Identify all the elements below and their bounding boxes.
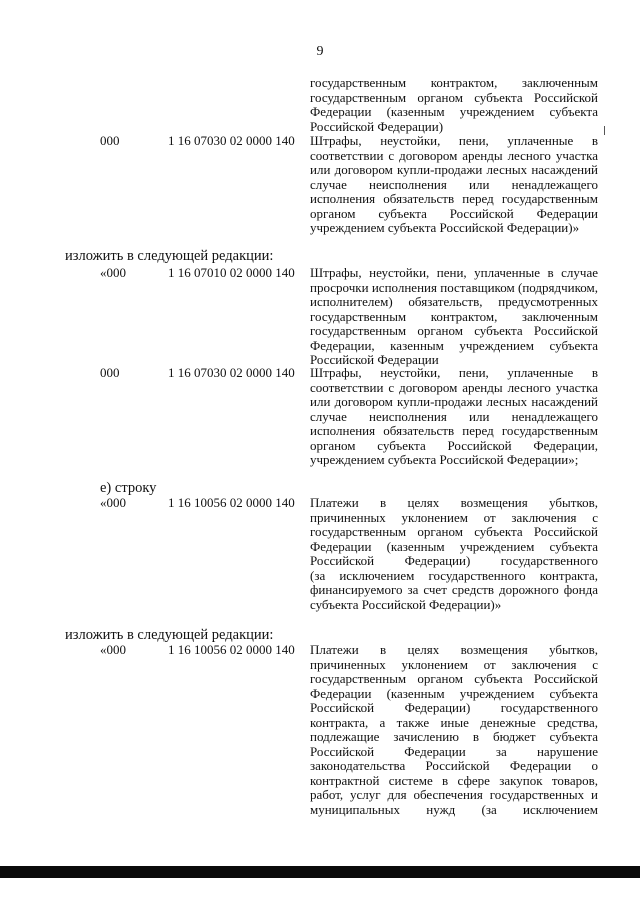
text-line: подлежащие зачислению в бюджет субъекта [310, 730, 598, 744]
text-line: просрочки исполнения поставщиком (подрядчиком, [310, 280, 598, 295]
text-line: Федерации (казенным учреждением субъекта [310, 539, 598, 554]
text-line: причиненных уклонением от заключения с [310, 657, 598, 672]
text-line: (за исключением государственного контракта, [310, 568, 598, 583]
kbk-cell: 1 16 07030 02 0000 140 [168, 365, 295, 380]
scan-edge-bar [0, 866, 640, 878]
description-cell [310, 496, 598, 612]
text-line: Федерации (казенным учреждением субъекта [310, 686, 598, 701]
kbk-cell: 1 16 07010 02 0000 140 [168, 265, 295, 280]
kbk-cell: 1 16 10056 02 0000 140 [168, 642, 295, 657]
instruction-text: изложить в следующей редакции: [65, 248, 274, 264]
text-line: учреждением субъекта Российской Федерации»; [310, 453, 579, 467]
code-cell: 000 [100, 365, 120, 380]
text-line: Федерации, казенным учреждением субъекта [310, 338, 598, 353]
text-line: работ, услуг для обеспечения государственных и [310, 788, 598, 802]
text-line: финансируемого за счет средств дорожного фонда [310, 583, 598, 597]
description-cell [310, 366, 598, 468]
text-line: исполнения обязательств перед государственным [310, 424, 598, 438]
text-line: Федерации (казенным учреждением субъекта [310, 105, 598, 119]
text-line: государственным контрактом, заключенным [310, 309, 598, 324]
code-cell: «000 [100, 495, 126, 510]
text-line: Платежи в целях возмещения убытков, [310, 496, 598, 510]
text-line: случае неисполнения или ненадлежащего [310, 409, 598, 424]
code-cell: «000 [100, 265, 126, 280]
text-line: причиненных уклонением от заключения с [310, 510, 598, 525]
kbk-cell: 1 16 10056 02 0000 140 [168, 495, 295, 510]
text-line: Платежи в целях возмещения убытков, [310, 643, 598, 657]
text-line: учреждением субъекта Российской Федерации)» [310, 221, 580, 235]
text-line: государственным органом субъекта Российской [310, 672, 598, 686]
text-line: Российской Федерации) [310, 119, 444, 134]
text-line: соответствии с договором аренды лесного участка [310, 380, 598, 395]
margin-mark [604, 126, 605, 135]
description-cell [310, 643, 598, 817]
text-line: Российской Федерации) государственного [310, 554, 598, 568]
description-cell [310, 266, 598, 368]
text-line: или договором купли-продажи лесных насаждений [310, 163, 598, 177]
text-line: муниципальных нужд (за исключением [310, 802, 598, 817]
code-cell: «000 [100, 642, 126, 657]
text-line: органом субъекта Российской Федерации [310, 206, 598, 221]
text-line: органом субъекта Российской Федерации, [310, 438, 598, 453]
text-line: Российской Федерации за нарушение [310, 744, 598, 759]
text-line: Российской Федерации [310, 353, 439, 367]
text-line: Российской Федерации) государственного [310, 701, 598, 715]
instruction-text: изложить в следующей редакции: [65, 627, 274, 643]
text-line: случае неисполнения или ненадлежащего [310, 177, 598, 192]
text-line: исполнителем) обязательств, предусмотренных [310, 295, 598, 309]
kbk-cell: 1 16 07030 02 0000 140 [168, 133, 295, 148]
text-line: государственным контрактом, заключенным [310, 76, 598, 90]
text-line: государственным органом субъекта Российской [310, 90, 598, 105]
code-cell: 000 [100, 133, 120, 148]
text-line: Штрафы, неустойки, пени, уплаченные в [310, 134, 598, 148]
page-number: 9 [316, 44, 324, 59]
text-line: соответствии с договором аренды лесного участка [310, 148, 598, 163]
text-line: субъекта Российской Федерации)» [310, 597, 502, 612]
text-line: или договором купли-продажи лесных насаждений [310, 395, 598, 409]
text-line: Штрафы, неустойки, пени, уплаченные в [310, 366, 598, 380]
text-line: законодательства Российской Федерации о [310, 759, 598, 773]
text-line: исполнения обязательств перед государственным [310, 192, 598, 206]
description-cell [310, 76, 598, 134]
description-cell [310, 134, 598, 236]
text-line: контрактной системе в сфере закупок товаров, [310, 773, 598, 788]
text-line: контракта, а также иные денежные средства, [310, 715, 598, 730]
text-line: государственным органом субъекта Российской [310, 324, 598, 338]
text-line: Штрафы, неустойки, пени, уплаченные в случае [310, 266, 598, 280]
text-line: государственным органом субъекта Российской [310, 525, 598, 539]
instruction-text: е) строку [100, 480, 157, 496]
